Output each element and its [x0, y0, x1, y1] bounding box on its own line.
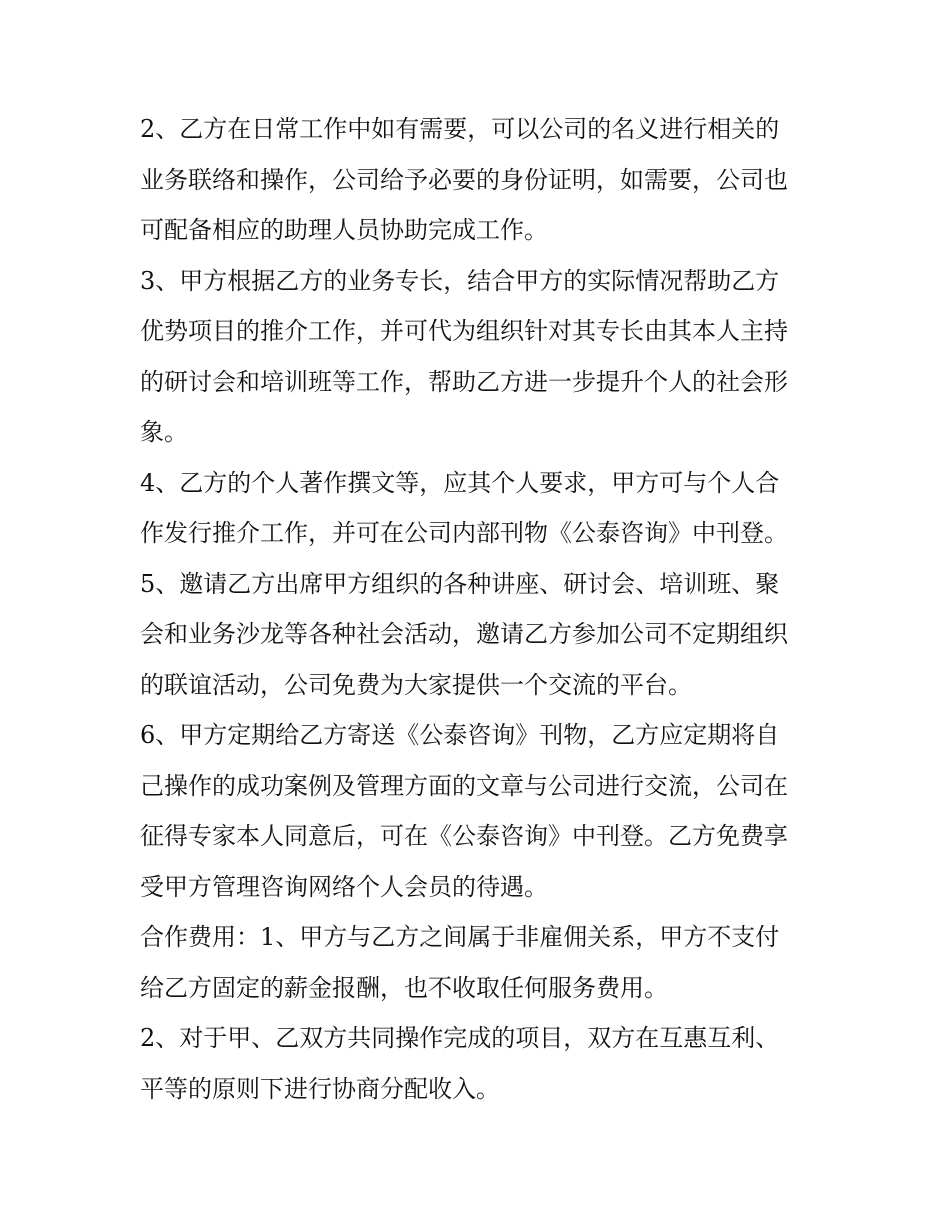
text-line: 合作费用：1、甲方与乙方之间属于非雇佣关系，甲方不支付 — [140, 923, 780, 951]
paragraph-item-4 — [140, 458, 820, 559]
text-line: 的联谊活动，公司免费为大家提供一个交流的平台。 — [140, 670, 692, 699]
text-line: 会和业务沙龙等各种社会活动，邀请乙方参加公司不定期组织 — [140, 620, 788, 648]
paragraph-item-6 — [140, 710, 820, 912]
text-line: 的研讨会和培训班等工作，帮助乙方进一步提升个人的社会形 — [140, 367, 788, 396]
text-line: 给乙方固定的薪金报酬，也不收取任何服务费用。 — [140, 973, 668, 1002]
text-line: 2、对于甲、乙双方共同操作完成的项目，双方在互惠互利、 — [140, 1024, 780, 1052]
paragraph-fee-item-2 — [140, 1013, 820, 1114]
text-line: 业务联络和操作，公司给予必要的身份证明，如需要，公司也 — [140, 165, 788, 194]
paragraph-cooperation-fees — [140, 912, 820, 1013]
text-line: 3、甲方根据乙方的业务专长，结合甲方的实际情况帮助乙方 — [140, 266, 780, 295]
text-line: 优势项目的推介工作，并可代为组织针对其专长由其本人主持 — [140, 317, 788, 345]
text-line: 可配备相应的助理人员协助完成工作。 — [140, 216, 548, 244]
text-line: 象。 — [140, 418, 188, 446]
text-line: 2、乙方在日常工作中如有需要，可以公司的名义进行相关的 — [140, 115, 780, 143]
paragraph-item-2 — [140, 104, 820, 256]
paragraph-item-3 — [140, 256, 820, 458]
text-line: 征得专家本人同意后，可在《公泰咨询》中刊登。乙方免费享 — [140, 822, 788, 850]
text-line: 6、甲方定期给乙方寄送《公泰咨询》刊物，乙方应定期将自 — [140, 721, 780, 749]
text-line: 受甲方管理咨询网络个人会员的待遇。 — [140, 872, 548, 901]
text-line: 作发行推介工作，并可在公司内部刊物《公泰咨询》中刊登。 — [140, 519, 788, 547]
text-line: 5、邀请乙方出席甲方组织的各种讲座、研讨会、培训班、聚 — [140, 569, 780, 598]
text-line: 4、乙方的个人著作撰文等，应其个人要求，甲方可与个人合 — [140, 468, 780, 497]
paragraph-item-5 — [140, 559, 820, 711]
document-body — [140, 104, 820, 1114]
text-line: 平等的原则下进行协商分配收入。 — [140, 1074, 500, 1103]
text-line: 己操作的成功案例及管理方面的文章与公司进行交流，公司在 — [140, 771, 788, 800]
